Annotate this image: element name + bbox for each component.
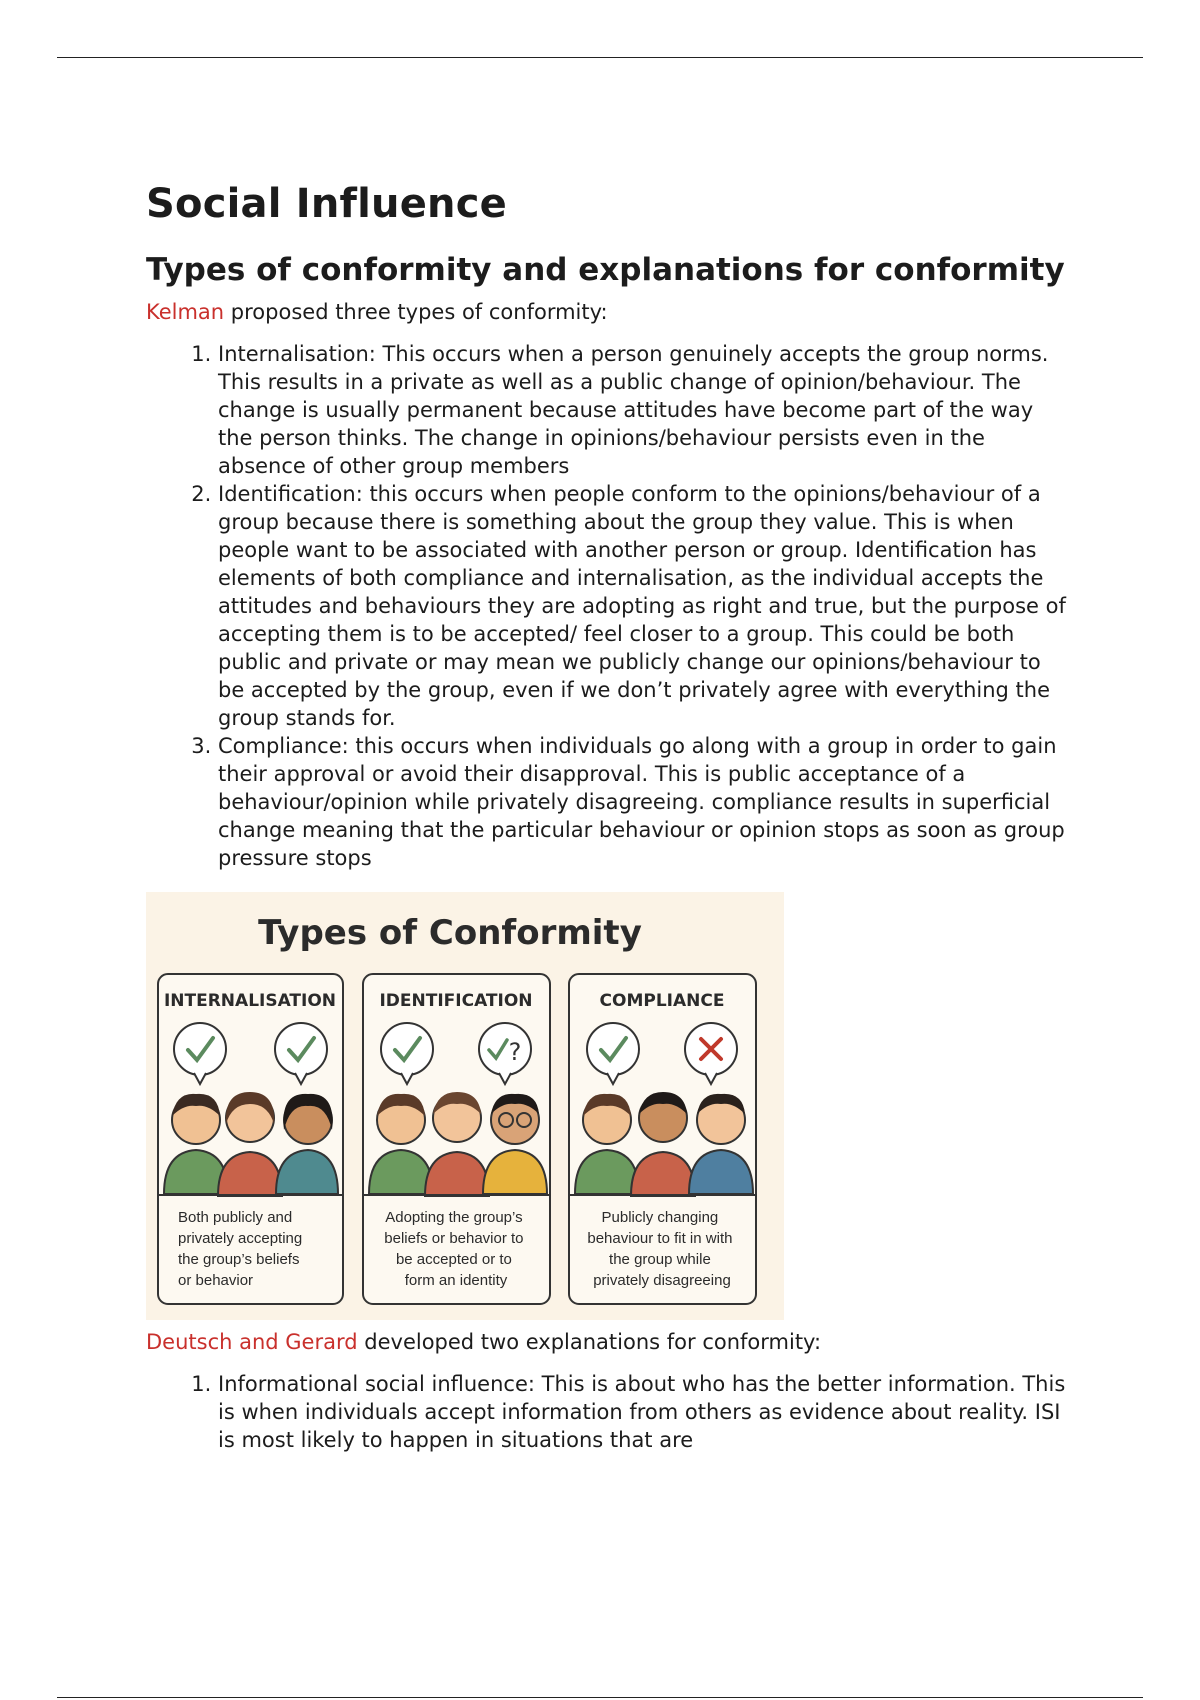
- panel-heading: INTERNALISATION: [163, 991, 337, 1011]
- question-icon: ?: [508, 1038, 522, 1066]
- document-body: [146, 180, 1066, 1454]
- kelman-intro: [146, 298, 1066, 326]
- types-of-conformity-figure: [146, 892, 784, 1320]
- panel-caption: Both publicly and privately accepting the group’s beliefs or behavior: [178, 1209, 303, 1289]
- deutsch-gerard-name: Deutsch and Gerard: [146, 1330, 358, 1354]
- panel-heading: COMPLIANCE: [599, 991, 725, 1011]
- list-item-informational-social-influence: 1. Informational social influence: This is about who has the better information. This is when individuals accept information from others as evidence about reality. ISI is most likely to happen in situations that are: [218, 1370, 1066, 1454]
- panel-internalisation: [158, 974, 343, 1304]
- deutsch-gerard-intro: [146, 1328, 1066, 1356]
- header-rule: [57, 57, 1143, 58]
- explanations-list: [146, 1370, 1066, 1454]
- panel-identification: [363, 974, 550, 1304]
- deutsch-gerard-intro-text: developed two explanations for conformity:: [357, 1330, 822, 1354]
- panel-caption: Adopting the group’s beliefs or behavior to be accepted or to form an identity: [384, 1209, 524, 1289]
- panel-caption: Publicly changing behaviour to fit in with the group while privately disagreeing: [587, 1209, 733, 1289]
- list-item-identification: 2. Identification: this occurs when people conform to the opinions/behaviour of a group because there is something about the group they value. This is when people want to be associated with another person or group. Identification has elements of both compliance and internalisation, as the individual accepts the attitudes and behaviours they are adopting as right and true, but the purpose of accepting them is to be accepted/ feel closer to a group. This could be both public and private or may mean we publicly change our opinions/behaviour to be accepted by the group, even if we don’t privately agree with everything the group stands for.: [218, 480, 1066, 732]
- kelman-intro-text: proposed three types of conformity:: [224, 300, 608, 324]
- panel-heading: IDENTIFICATION: [379, 991, 533, 1011]
- list-item-internalisation: 1. Internalisation: This occurs when a person genuinely accepts the group norms. This results in a private as well as a public change of opinion/behaviour. The change is usually permanent because attitudes have become part of the way the person thinks. The change in opinions/behaviour persists even in the absence of other group members: [218, 340, 1066, 480]
- footer-rule: [57, 1697, 1143, 1698]
- conformity-types-list: [146, 340, 1066, 872]
- panel-compliance: [569, 974, 756, 1304]
- kelman-name: Kelman: [146, 300, 225, 324]
- page-title: Social Influence: [146, 181, 507, 227]
- section-heading: Types of conformity and explanations for conformity: [146, 252, 1065, 288]
- list-item-compliance: 3. Compliance: this occurs when individuals go along with a group in order to gain their approval or avoid their disapproval. This is public acceptance of a behaviour/opinion while privately disagreeing. compliance results in superficial change meaning that the particular behaviour or opinion stops as soon as group pressure stops: [218, 732, 1066, 872]
- figure-title: Types of Conformity: [258, 913, 642, 953]
